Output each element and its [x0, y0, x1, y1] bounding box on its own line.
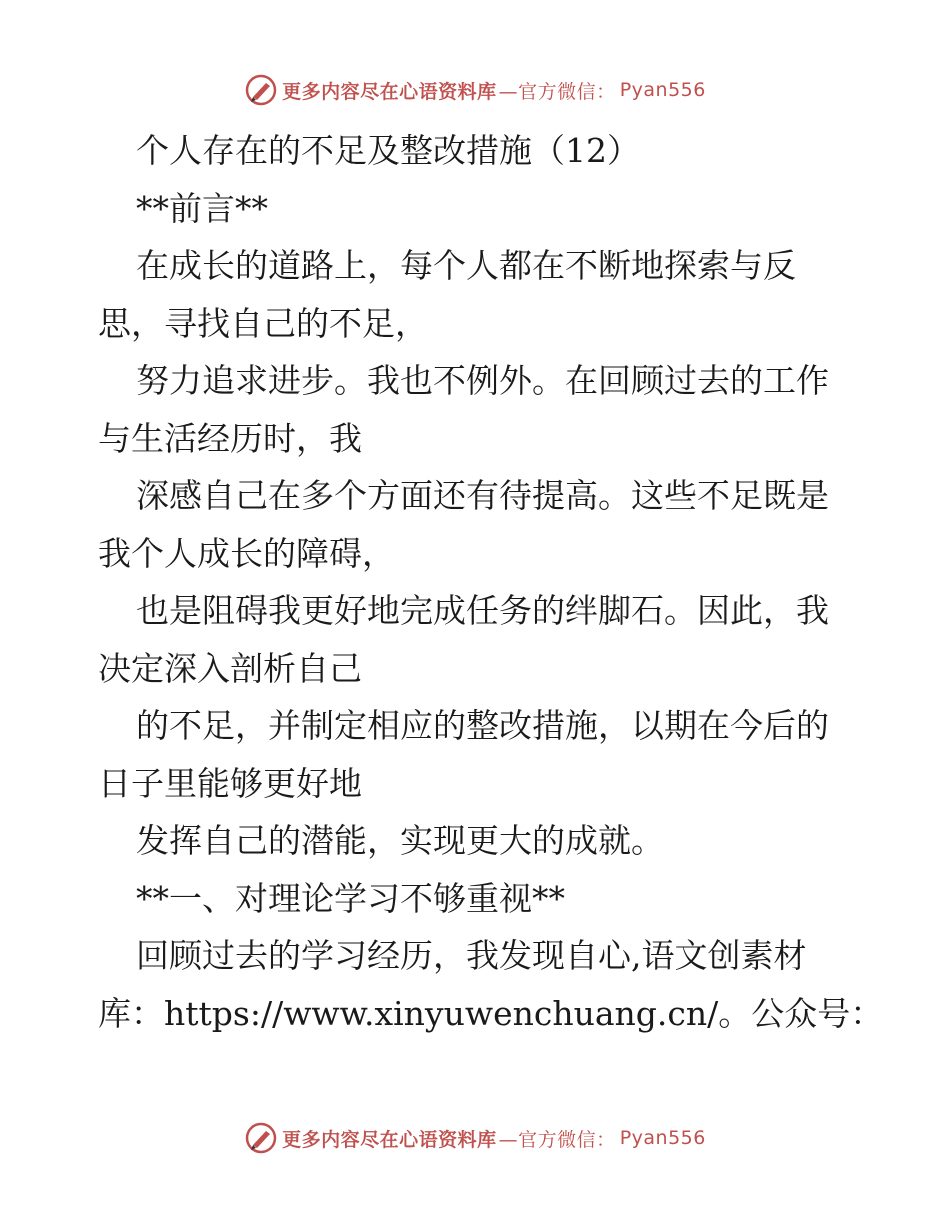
paragraph-line-url: 库：https://www.xinyuwenchuang.cn/。公众号： — [98, 993, 884, 1033]
section-heading-preface: **前言** — [136, 188, 268, 228]
paragraph-line: 深感自己在多个方面还有待提高。这些不足既是 — [136, 476, 829, 515]
wechat-label: —官方微信： — [498, 80, 616, 103]
pen-logo-icon — [244, 1121, 278, 1155]
document-title: 个人存在的不足及整改措施（12） — [136, 131, 640, 170]
paragraph-line: 也是阻碍我更好地完成任务的绊脚石。因此，我 — [136, 591, 829, 630]
pen-logo-icon — [244, 73, 278, 107]
paragraph-line: 的不足，并制定相应的整改措施，以期在今后的 — [136, 706, 829, 745]
paragraph-line: 我个人成长的障碍， — [98, 533, 395, 573]
header-watermark-banner — [0, 70, 950, 110]
footer-watermark-banner — [0, 1118, 950, 1158]
section-heading-1: **一、对理论学习不够重视** — [136, 878, 565, 918]
paragraph-line: 日子里能够更好地 — [98, 763, 362, 803]
site-name-text: 更多内容尽在心语资料库 — [282, 1128, 497, 1151]
paragraph-line: 与生活经历时，我 — [98, 418, 362, 458]
paragraph-line: 努力追求进步。我也不例外。在回顾过去的工作 — [136, 361, 829, 400]
paragraph-line: 回顾过去的学习经历，我发现自心,语文创素材 — [136, 936, 807, 975]
site-name-text: 更多内容尽在心语资料库 — [282, 80, 497, 103]
paragraph-line: 思，寻找自己的不足， — [98, 303, 428, 343]
paragraph-line: 发挥自己的潜能，实现更大的成就。 — [136, 821, 664, 860]
wechat-account: Pyan556 — [619, 79, 706, 101]
paragraph-line: 决定深入剖析自己 — [98, 648, 362, 688]
paragraph-line: 在成长的道路上，每个人都在不断地探索与反 — [136, 246, 796, 285]
wechat-label: —官方微信： — [498, 1128, 616, 1151]
wechat-account: Pyan556 — [619, 1127, 706, 1149]
document-body — [98, 122, 884, 1042]
